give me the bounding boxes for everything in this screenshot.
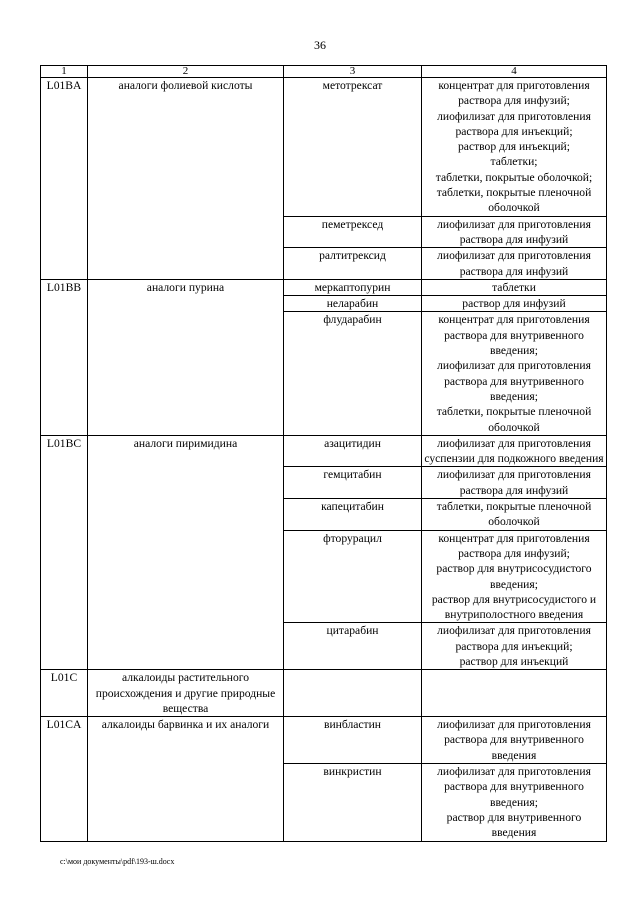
dosage-form: концентрат для приготовления раствора для внутривенного введения; — [438, 313, 590, 358]
dosage-forms — [422, 248, 607, 280]
column-number: 1 — [41, 66, 88, 78]
dosage-form: лиофилизат для приготовления раствора для инфузий — [437, 217, 591, 246]
drug-name: неларабин — [284, 296, 422, 312]
drug-name: гемцитабин — [284, 467, 422, 499]
dosage-form: таблетки, покрытые пленочной оболочкой — [436, 186, 592, 215]
dosage-form: лиофилизат для приготовления раствора для внутривенного введения; — [437, 765, 591, 809]
dosage-forms — [422, 296, 607, 312]
dosage-forms — [422, 499, 607, 531]
dosage-forms — [422, 467, 607, 499]
dosage-forms — [422, 279, 607, 295]
dosage-form: концентрат для приготовления раствора для инфузий; — [438, 79, 590, 108]
atc-code: L01BB — [41, 279, 88, 435]
dosage-form: лиофилизат для приготовления раствора для внутривенного введения — [437, 718, 591, 762]
dosage-form: лиофилизат для приготовления раствора для внутривенного введения; — [437, 359, 591, 403]
drug-name: капецитабин — [284, 499, 422, 531]
column-number: 4 — [422, 66, 607, 78]
dosage-form: лиофилизат для приготовления суспензии для подкожного введения — [424, 436, 604, 466]
dosage-form: таблетки, покрытые оболочкой; — [435, 170, 593, 184]
dosage-form: раствор для инъекций; — [458, 140, 570, 154]
table-row — [41, 670, 607, 717]
dosage-form: раствор для внутривенного введения — [446, 810, 582, 840]
table-body — [41, 78, 607, 842]
group-name: алкалоиды растительного происхождения и другие природные вещества — [88, 670, 284, 717]
dosage-form: таблетки; — [490, 155, 538, 169]
dosage-form: раствор для инъекций — [459, 654, 569, 668]
drug-name: флударабин — [284, 312, 422, 435]
drug-name: метотрексат — [284, 78, 422, 217]
atc-code: L01C — [41, 670, 88, 717]
drug-name: ралтитрексид — [284, 248, 422, 280]
dosage-forms — [422, 78, 607, 217]
group-name: аналоги пурина — [88, 279, 284, 435]
dosage-form: лиофилизат для приготовления раствора для инъекций; — [437, 109, 591, 138]
page-number: 36 — [314, 38, 326, 52]
table-row — [41, 279, 607, 295]
atc-code: L01BC — [41, 435, 88, 669]
table-row — [41, 78, 607, 217]
dosage-form: раствор для инфузий — [462, 297, 566, 311]
dosage-form: таблетки, покрытые пленочной оболочкой — [436, 405, 592, 434]
drug-name — [284, 670, 422, 717]
drug-name: азацитидин — [284, 435, 422, 467]
column-number: 2 — [88, 66, 284, 78]
dosage-form: лиофилизат для приготовления раствора для инъекций; — [437, 624, 591, 653]
dosage-form: концентрат для приготовления раствора для инфузий; — [438, 531, 590, 560]
dosage-form: лиофилизат для приготовления раствора для инфузий — [437, 249, 591, 278]
dosage-form: раствор для внутрисосудистого и внутриполостного введения — [431, 592, 597, 622]
footer-file-path: c:\мои документы\pdf\193-ш.docx — [60, 857, 175, 866]
drug-name: цитарабин — [284, 623, 422, 670]
drug-name: винкристин — [284, 764, 422, 841]
dosage-forms — [422, 670, 607, 717]
dosage-form: таблетки — [492, 280, 536, 294]
dosage-forms — [422, 530, 607, 623]
dosage-forms — [422, 717, 607, 764]
table-row — [41, 717, 607, 764]
column-number-row — [41, 66, 607, 78]
drug-name: пеметрексед — [284, 216, 422, 248]
dosage-forms — [422, 435, 607, 467]
drug-name: меркаптопурин — [284, 279, 422, 295]
dosage-forms — [422, 764, 607, 841]
dosage-forms — [422, 216, 607, 248]
dosage-forms — [422, 623, 607, 670]
dosage-form: раствор для внутрисосудистого введения; — [436, 562, 592, 591]
drug-name: винбластин — [284, 717, 422, 764]
group-name: алкалоиды барвинка и их аналоги — [88, 717, 284, 841]
medication-table — [40, 65, 607, 842]
dosage-form: лиофилизат для приготовления раствора для инфузий — [437, 468, 591, 497]
atc-code: L01BA — [41, 78, 88, 280]
dosage-forms — [422, 312, 607, 435]
drug-name: фторурацил — [284, 530, 422, 623]
dosage-form: таблетки, покрытые пленочной оболочкой — [436, 500, 592, 529]
group-name: аналоги пиримидина — [88, 435, 284, 669]
table-row — [41, 435, 607, 467]
group-name: аналоги фолиевой кислоты — [88, 78, 284, 280]
column-number: 3 — [284, 66, 422, 78]
atc-code: L01CA — [41, 717, 88, 841]
